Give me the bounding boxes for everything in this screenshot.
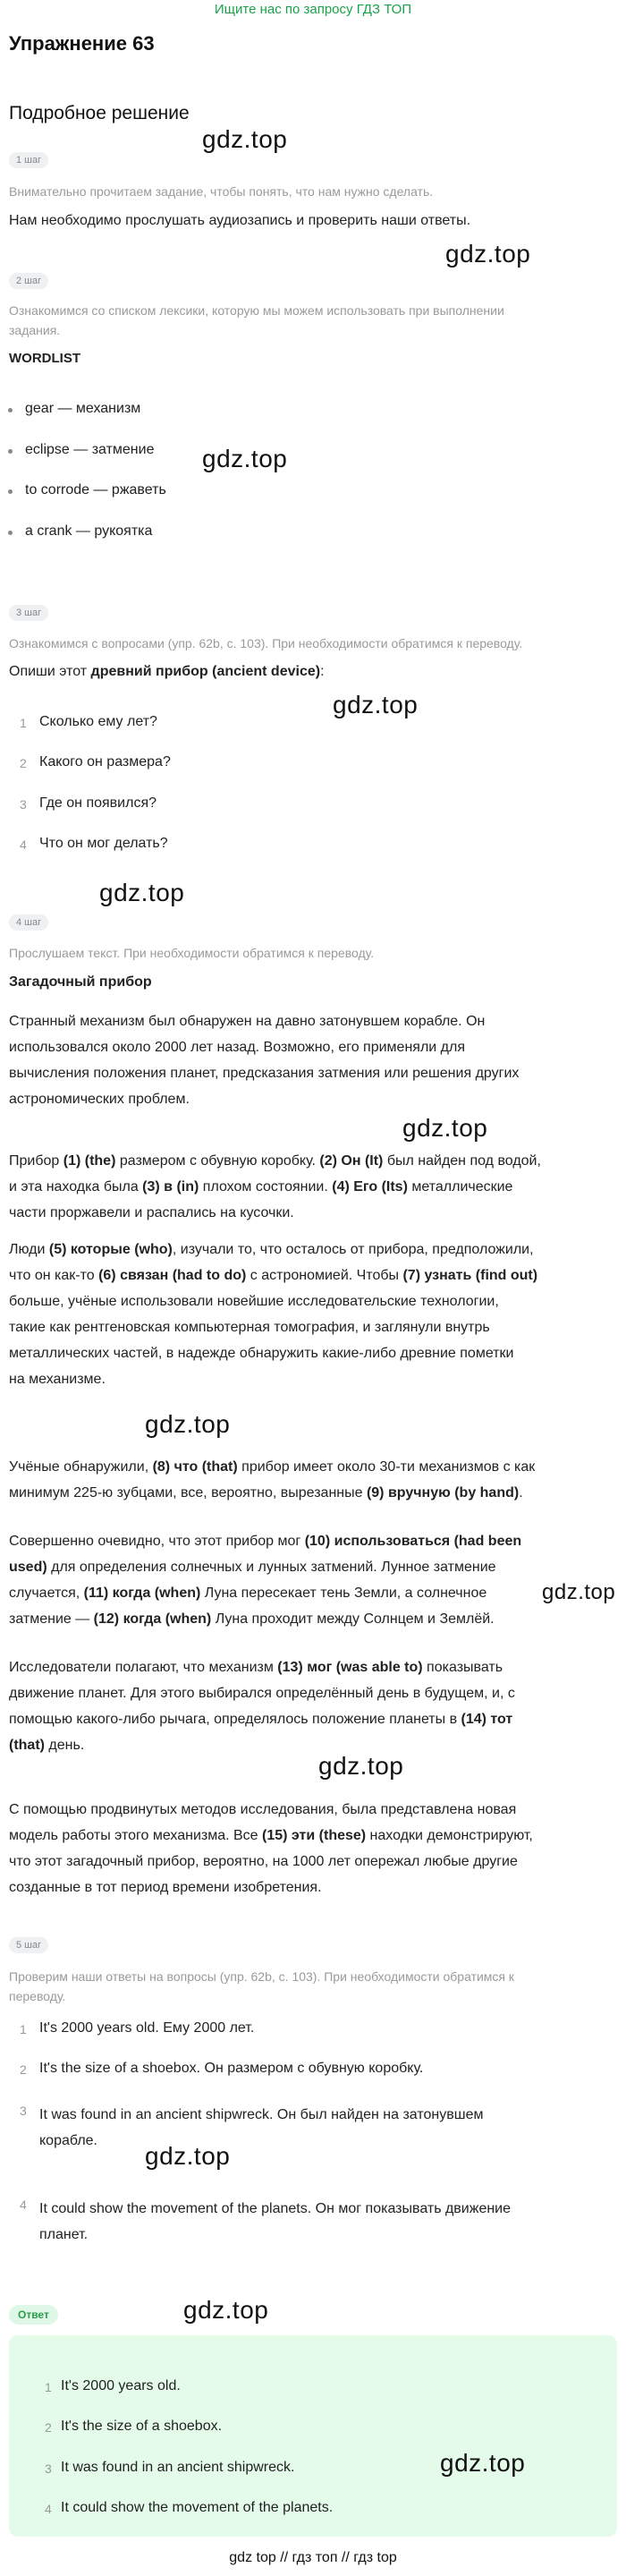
section-title: Подробное решение [9, 103, 190, 123]
watermark: gdz.top [318, 1752, 404, 1780]
answer-item: It could show the movement of the planets. [61, 2500, 334, 2515]
list-number: 2 [45, 2420, 52, 2435]
paragraph: Учёные обнаружили, (8) что (that) прибор имеет около 30-ти механизмов с как минимум 225-ю зубцами, все, вероятно, вырезанные (9) вручную (by hand). [9, 1459, 536, 1501]
footer: gdz top // гдз топ // гдз top [229, 2550, 397, 2565]
answer-item: It was found in an ancient shipwreck. Он был найден на затонувшем корабле. [39, 2107, 484, 2148]
watermark: gdz.top [445, 240, 531, 268]
list-item: gear — механизм [25, 401, 140, 417]
watermark: gdz.top [333, 691, 419, 718]
answer-item: It's the size of a shoebox. [61, 2419, 223, 2434]
question-item: Что он мог делать? [39, 836, 168, 851]
answer-badge: Ответ [9, 2305, 58, 2325]
step-badge: 4 шаг [9, 914, 48, 931]
watermark: gdz.top [145, 2142, 231, 2170]
step-hint: Ознакомимся со списком лексики, которую мы можем использовать при выполнении [9, 303, 504, 318]
list-number: 4 [45, 2502, 52, 2516]
list-number: 1 [45, 2380, 52, 2394]
watermark: gdz.top [145, 1410, 231, 1438]
step-hint: Внимательно прочитаем задание, чтобы понять, что нам нужно сделать. [9, 184, 434, 199]
watermark: gdz.top [202, 445, 288, 472]
question-item: Сколько ему лет? [39, 714, 157, 729]
step-hint: Проверим наши ответы на вопросы (упр. 62b, с. 103). При необходимости обратимся к [9, 1969, 515, 1984]
paragraph: Странный механизм был обнаружен на давно затонувшем корабле. Он использовался около 2000 лет назад. Возможно, его применяли для вычисления положения планет, предсказания затмения или решения других астрономических проблем. [9, 1014, 520, 1107]
list-item: to corrode — ржаветь [25, 482, 166, 498]
step-hint: переводу. [9, 1989, 66, 2003]
step-hint: Ознакомимся с вопросами (упр. 62b, с. 103). При необходимости обратимся к переводу. [9, 636, 523, 650]
watermark: gdz.top [202, 125, 288, 153]
list-item: eclipse — затмение [25, 442, 154, 458]
step-badge: 3 шаг [9, 605, 48, 621]
answer-item: It's the size of a shoebox. Он размером с обувную коробку. [39, 2061, 424, 2076]
step-text: Нам необходимо прослушать аудиозапись и проверить наши ответы. [9, 213, 471, 228]
watermark: gdz.top [99, 879, 185, 906]
watermark: gdz.top [440, 2449, 526, 2477]
wordlist-heading: WORDLIST [9, 351, 80, 366]
paragraph: С помощью продвинутых методов исследования, была представлена новая модель работы этого механизма. Все (15) эти (these) находки демонстрируют, что этот загадочный прибор, вероятно, на 1000 лет опережал любые другие созданные в тот период времени изобретения. [9, 1802, 533, 1895]
step-badge: 2 шаг [9, 273, 48, 289]
paragraph: Совершенно очевидно, что этот прибор мог (10) использоваться (had been used) для определения солнечных и лунных затмений. Лунное затмение случается, (11) когда (when) Луна пересекает тень Земли, а солнечное затмение — (12) когда (when) Луна проходит между Солнцем и Землёй. [9, 1534, 522, 1627]
answer-item: It's 2000 years old. Ему 2000 лет. [39, 2020, 255, 2036]
step-hint: Прослушаем текст. При необходимости обратимся к переводу. [9, 946, 375, 960]
list-number: 4 [20, 2198, 27, 2212]
answer-item: It's 2000 years old. [61, 2378, 181, 2393]
list-number: 1 [20, 716, 27, 730]
list-number: 3 [45, 2461, 52, 2476]
list-number: 4 [20, 837, 27, 852]
question-item: Где он появился? [39, 795, 157, 811]
paragraph: Исследователи полагают, что механизм (13) мог (was able to) показывать движение планет. Для этого выбирался определённый день в будущем, и, с помощью какого-либо рычага, определялось положение планеты в (14) тот (that) день. [9, 1660, 515, 1753]
list-number: 2 [20, 2062, 27, 2077]
step-hint: задания. [9, 323, 61, 337]
step-intro: Опиши этот древний прибор (ancient device): [9, 664, 325, 679]
list-number: 2 [20, 756, 27, 770]
list-item: a crank — рукоятка [25, 523, 152, 540]
step-badge: 5 шаг [9, 1937, 48, 1953]
watermark: gdz.top [542, 1580, 616, 1604]
watermark: gdz.top [183, 2296, 269, 2324]
step-badge: 1 шаг [9, 152, 48, 168]
top-banner: Ищите нас по запросу ГДЗ ТОП [214, 2, 412, 17]
paragraph: Прибор (1) (the) размером с обувную коробку. (2) Он (It) был найден под водой, и эта находка была (3) в (in) плохом состоянии. (4) Его (Its) металлические части проржавели и распались на кусочки. [9, 1153, 541, 1220]
list-number: 1 [20, 2022, 27, 2036]
answer-item: It could show the movement of the planets. Он мог показывать движение планет. [39, 2201, 512, 2242]
text-heading: Загадочный прибор [9, 974, 152, 990]
question-item: Какого он размера? [39, 754, 171, 769]
paragraph: Люди (5) которые (who), изучали то, что осталось от прибора, предположили, что он как-то (6) связан (had to do) с астрономией. Чтобы (7) узнать (find out) больше, учёные использовали новейшие исследовательские технологии, такие как рентгеновская компьютерная томография, и заглянули внутрь металлических частей, в надежде обнаружить какие-либо древние пометки на механизме. [9, 1242, 538, 1387]
list-number: 3 [20, 797, 27, 812]
page-title: Упражнение 63 [9, 32, 155, 55]
watermark: gdz.top [402, 1114, 488, 1142]
list-number: 3 [20, 2104, 27, 2118]
answer-item: It was found in an ancient shipwreck. [61, 2460, 295, 2475]
